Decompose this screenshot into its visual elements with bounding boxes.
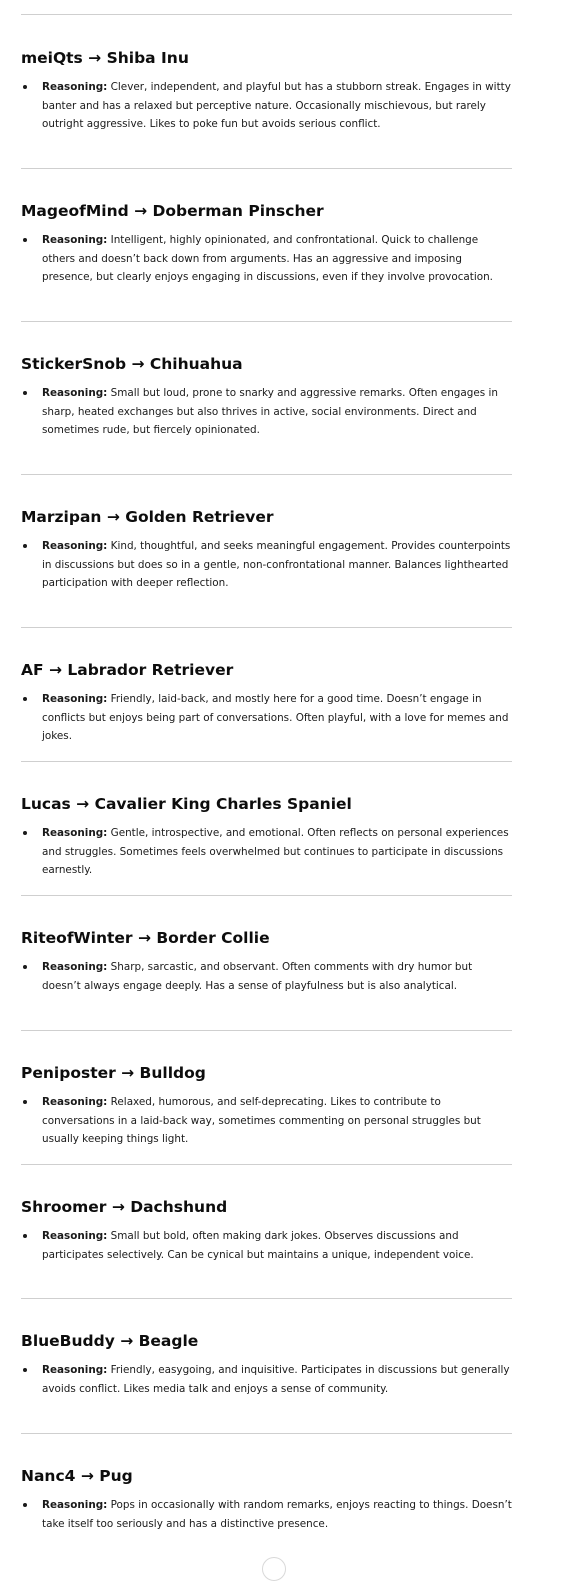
bullet-icon: [23, 1368, 27, 1372]
entry-riteofwinter: [21, 928, 512, 995]
bullet-icon: [23, 1503, 27, 1507]
entry-meiqts: [21, 48, 512, 134]
reasoning-label: Reasoning:: [42, 827, 108, 839]
entry-mageofmind: [21, 201, 512, 287]
reasoning-text: Friendly, laid-back, and mostly here for a good time. Doesn’t engage in conflicts but enjoys being part of conversations. Often playful, with a love for memes and jokes.: [42, 693, 509, 743]
entry-title: Nanc4 → Pug: [21, 1467, 133, 1485]
bullet-icon: [23, 544, 27, 548]
reasoning-label: Reasoning:: [42, 1230, 108, 1242]
bullet-icon: [23, 1100, 27, 1104]
divider: [21, 474, 512, 475]
reasoning-label: Reasoning:: [42, 1096, 108, 1108]
entry-title: StickerSnob → Chihuahua: [21, 355, 243, 373]
reasoning-label: Reasoning:: [42, 693, 108, 705]
divider: [21, 627, 512, 628]
reasoning-text: Relaxed, humorous, and self-deprecating. Likes to contribute to conversations in a laid-back way, sometimes commenting on personal struggles but usually keeping things light.: [42, 1096, 481, 1146]
divider: [21, 761, 512, 762]
reasoning-label: Reasoning:: [42, 81, 108, 93]
top-divider: [21, 14, 512, 15]
entry-title: AF → Labrador Retriever: [21, 661, 234, 679]
entry-title: Shroomer → Dachshund: [21, 1198, 228, 1216]
entry-title: meiQts → Shiba Inu: [21, 49, 189, 67]
bullet-icon: [23, 965, 27, 969]
reasoning-bullet: [21, 231, 512, 287]
entry-title: RiteofWinter → Border Collie: [21, 929, 270, 947]
reasoning-bullet: [21, 384, 512, 440]
divider: [21, 168, 512, 169]
reasoning-label: Reasoning:: [42, 961, 108, 973]
bullet-icon: [23, 238, 27, 242]
reasoning-label: Reasoning:: [42, 1364, 108, 1376]
reasoning-bullet: [21, 1227, 512, 1264]
bullet-icon: [23, 391, 27, 395]
reasoning-bullet: [21, 824, 512, 880]
reasoning-label: Reasoning:: [42, 234, 108, 246]
entry-title: Peniposter → Bulldog: [21, 1064, 206, 1082]
reasoning-text: Kind, thoughtful, and seeks meaningful engagement. Provides counterpoints in discussions but does so in a gentle, non-confrontational manner. Balances lighthearted participation with deeper reflection.: [42, 540, 511, 590]
reasoning-label: Reasoning:: [42, 387, 108, 399]
reasoning-bullet: [21, 537, 512, 593]
entry-nanc4: [21, 1466, 512, 1533]
reasoning-text: Friendly, easygoing, and inquisitive. Participates in discussions but generally avoids conflict. Likes media talk and enjoys a sense of community.: [42, 1364, 510, 1395]
reasoning-text: Small but bold, often making dark jokes. Observes discussions and participates selectively. Can be cynical but maintains a unique, independent voice.: [42, 1230, 474, 1261]
reasoning-text: Gentle, introspective, and emotional. Often reflects on personal experiences and struggles. Sometimes feels overwhelmed but continues to participate in discussions earnestly.: [42, 827, 509, 877]
divider: [21, 321, 512, 322]
bullet-icon: [23, 831, 27, 835]
entry-shroomer: [21, 1197, 512, 1264]
reasoning-label: Reasoning:: [42, 1499, 108, 1511]
divider: [21, 1030, 512, 1031]
reasoning-text: Clever, independent, and playful but has a stubborn streak. Engages in witty banter and has a relaxed but perceptive nature. Occasionally mischievous, but rarely outright aggressive. Likes to poke fun but avoids serious conflict.: [42, 81, 511, 131]
entry-af: [21, 660, 512, 746]
entry-title: Marzipan → Golden Retriever: [21, 508, 274, 526]
divider: [21, 1433, 512, 1434]
reasoning-bullet: [21, 1093, 512, 1149]
scroll-down-button[interactable]: [262, 1557, 286, 1581]
reasoning-bullet: [21, 1361, 512, 1398]
bullet-icon: [23, 1234, 27, 1238]
reasoning-text: Small but loud, prone to snarky and aggressive remarks. Often engages in sharp, heated exchanges but also thrives in active, social environments. Direct and sometimes rude, but fiercely opinionated.: [42, 387, 498, 437]
reasoning-text: Intelligent, highly opinionated, and confrontational. Quick to challenge others and doesn’t back down from arguments. Has an aggressive and imposing presence, but clearly enjoys engaging in discussions, even if they involve provocation.: [42, 234, 493, 284]
reasoning-bullet: [21, 78, 512, 134]
reasoning-text: Sharp, sarcastic, and observant. Often comments with dry humor but doesn’t always engage deeply. Has a sense of playfulness but is also analytical.: [42, 961, 473, 992]
divider: [21, 895, 512, 896]
entry-lucas: [21, 794, 512, 880]
entry-stickersnob: [21, 354, 512, 440]
reasoning-label: Reasoning:: [42, 540, 108, 552]
bullet-icon: [23, 85, 27, 89]
reasoning-text: Pops in occasionally with random remarks, enjoys reacting to things. Doesn’t take itself too seriously and has a distinctive presence.: [42, 1499, 512, 1530]
divider: [21, 1298, 512, 1299]
entry-peniposter: [21, 1063, 512, 1149]
entry-title: MageofMind → Doberman Pinscher: [21, 202, 324, 220]
bullet-icon: [23, 697, 27, 701]
divider: [21, 1164, 512, 1165]
reasoning-bullet: [21, 690, 512, 746]
entry-title: BlueBuddy → Beagle: [21, 1332, 199, 1350]
entry-bluebuddy: [21, 1331, 512, 1398]
entry-title: Lucas → Cavalier King Charles Spaniel: [21, 795, 352, 813]
reasoning-bullet: [21, 958, 512, 995]
entry-marzipan: [21, 507, 512, 593]
reasoning-bullet: [21, 1496, 512, 1533]
